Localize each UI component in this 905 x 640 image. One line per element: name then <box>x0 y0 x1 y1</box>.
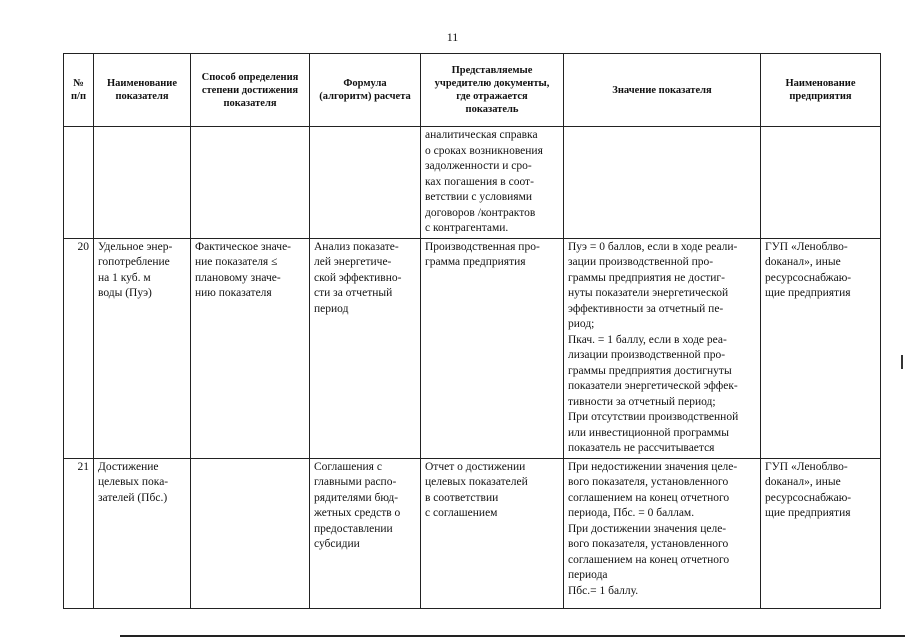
header-enterprise: Наименование предприятия <box>761 54 881 127</box>
row-value: При недостижении значения целе- вого показателя, установленного соглашением на конец отчетного периода, Пбс. = 0 баллам. При достижении значения целе- вого показателя, установленного соглашением на конец отчетного периода Пбс.= 1 баллу. <box>564 458 761 608</box>
row-name <box>94 127 191 239</box>
row-formula <box>310 127 421 239</box>
scan-edge-mark <box>901 355 903 369</box>
row-number: 20 <box>64 238 94 458</box>
row-method: Фактическое значе- ние показателя ≤ плановому значе- нию показателя <box>191 238 310 458</box>
row-value <box>564 127 761 239</box>
header-method: Способ определения степени достижения показателя <box>191 54 310 127</box>
row-method <box>191 127 310 239</box>
table-row <box>64 458 881 608</box>
table-row <box>64 238 881 458</box>
row-documents: аналитическая справка о сроках возникновения задолженности и сро- ках погашения в соот- ветствии с условиями договоров /контрактов с контрагентами. <box>421 127 564 239</box>
row-value: Пуэ = 0 баллов, если в ходе реали- зации производственной про- граммы предприятия не достиг- нуты показатели энергетической эффективности за отчетный пе- риод; Пкач. = 1 баллу, если в ходе реа- лизации производственной про- граммы предприятия достигнуты показатели энергетической эффек- тивности за отчетный период; При отсутствии производственной или инвестиционной программы показатель не рассчитывается <box>564 238 761 458</box>
page-number: 11 <box>446 30 459 44</box>
scan-bottom-rule <box>120 635 905 637</box>
row-documents: Отчет о достижении целевых показателей в соответствии с соглашением <box>421 458 564 608</box>
row-method <box>191 458 310 608</box>
row-documents: Производственная про- грамма предприятия <box>421 238 564 458</box>
header-indicator-name: Наименование показателя <box>94 54 191 127</box>
row-number: 21 <box>64 458 94 608</box>
header-value: Значение показателя <box>564 54 761 127</box>
row-formula: Анализ показате- лей энергетиче- ской эффективно- сти за отчетный период <box>310 238 421 458</box>
header-documents: Представляемые учредителю документы, где отражается показатель <box>421 54 564 127</box>
header-number: № п/п <box>64 54 94 127</box>
row-enterprise <box>761 127 881 239</box>
table-row <box>64 127 881 239</box>
row-number <box>64 127 94 239</box>
table-header-row <box>64 54 881 127</box>
row-enterprise: ГУП «Леноблво- dоканал», иные ресурсоснабжаю- щие предприятия <box>761 458 881 608</box>
row-enterprise: ГУП «Леноблво- dоканал», иные ресурсоснабжаю- щие предприятия <box>761 238 881 458</box>
row-formula: Соглашения с главными распо- рядителями бюд- жетных средств о предоставлении субсидии <box>310 458 421 608</box>
header-formula: Формула (алгоритм) расчета <box>310 54 421 127</box>
row-name: Достижение целевых пока- зателей (Пбс.) <box>94 458 191 608</box>
row-name: Удельное энер- гопотребление на 1 куб. м воды (Пуэ) <box>94 238 191 458</box>
indicators-table <box>63 53 881 609</box>
